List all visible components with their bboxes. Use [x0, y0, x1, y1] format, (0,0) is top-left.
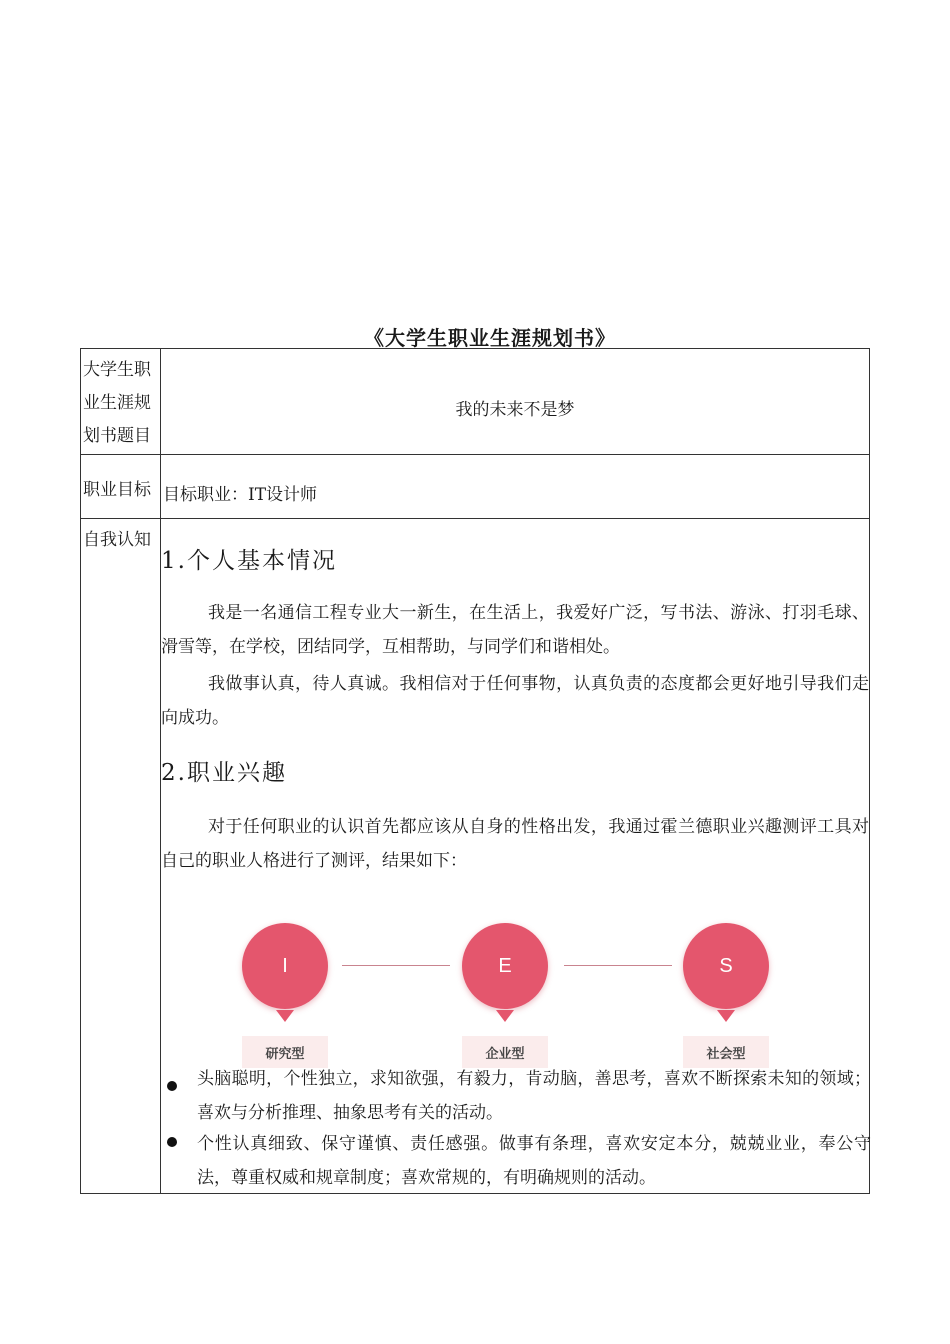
- bullet-dot: [167, 1137, 177, 1147]
- bullet-item-1: 头脑聪明，个性独立，求知欲强，有毅力，肯动脑，善思考，喜欢不断探索未知的领域；喜欢与分析推理、抽象思考有关的活动。: [197, 1069, 871, 1123]
- holland-node-s: S: [683, 923, 769, 1009]
- row-divider: [81, 454, 869, 455]
- holland-node-e: E: [462, 923, 548, 1009]
- section1-paragraph-1: 我是一名通信工程专业大一新生，在生活上，我爱好广泛，写书法、游泳、打羽毛球、滑雪等，在学校，团结同学，互相帮助，与同学们和谐相处。: [161, 603, 869, 657]
- bullet-dot: [167, 1081, 177, 1091]
- holland-label-enterprise: 企业型: [462, 1036, 548, 1068]
- goal-value: 目标职业：IT设计师: [163, 485, 318, 505]
- section1-heading: 1.个人基本情况: [161, 548, 337, 574]
- connector-line: [564, 965, 672, 966]
- document-title: 《大学生职业生涯规划书》: [364, 326, 616, 350]
- pointer-icon: [717, 1010, 735, 1022]
- goal-label: 职业目标: [83, 480, 151, 500]
- pointer-icon: [276, 1010, 294, 1022]
- holland-label-social: 社会型: [683, 1036, 769, 1068]
- topic-label: 大学生职业生涯规划书题目: [83, 360, 151, 446]
- holland-node-i: I: [242, 923, 328, 1009]
- row-divider: [81, 518, 869, 519]
- section1-paragraph-2: 我做事认真，待人真诚。我相信对于任何事物，认真负责的态度都会更好地引导我们走向成功。: [161, 674, 869, 728]
- section2-heading: 2.职业兴趣: [161, 760, 287, 786]
- section2-paragraph: 对于任何职业的认识首先都应该从自身的性格出发，我通过霍兰德职业兴趣测评工具对自己的职业人格进行了测评，结果如下：: [161, 817, 869, 871]
- holland-label-research: 研究型: [242, 1036, 328, 1068]
- topic-value: 我的未来不是梦: [455, 400, 575, 420]
- connector-line: [342, 965, 450, 966]
- pointer-icon: [496, 1010, 514, 1022]
- self-awareness-label: 自我认知: [83, 530, 151, 550]
- holland-code-diagram: [155, 918, 746, 1078]
- bullet-item-2: 个性认真细致、保守谨慎、责任感强。做事有条理，喜欢安定本分，兢兢业业，奉公守法，尊重权威和规章制度；喜欢常规的，有明确规则的活动。: [197, 1134, 871, 1188]
